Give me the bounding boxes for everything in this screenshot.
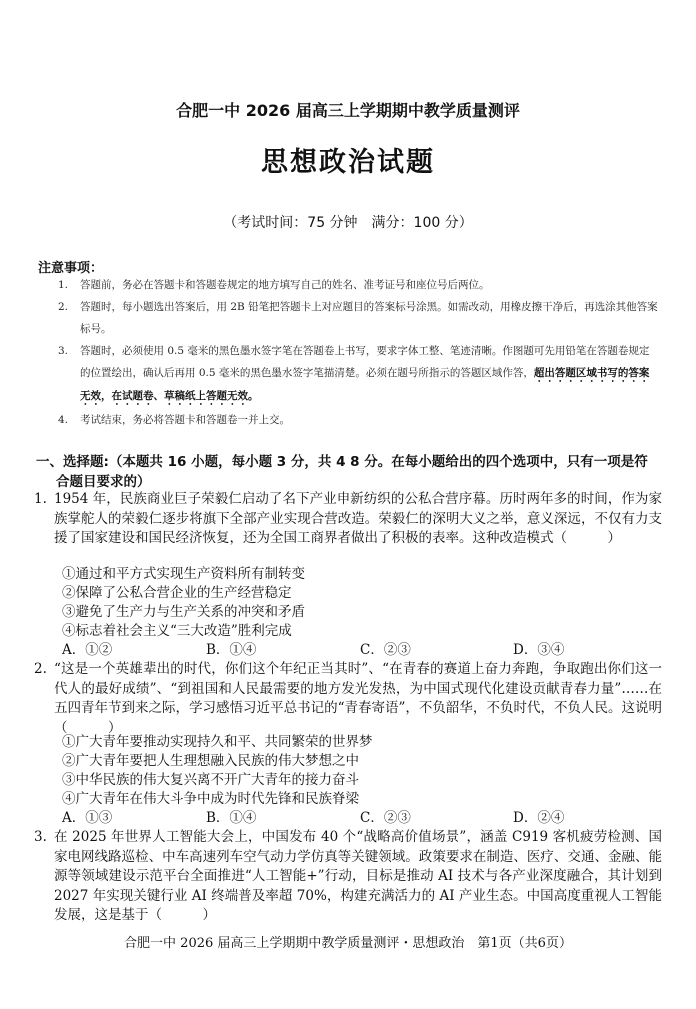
statement-item: ①通过和平方式实现生产资料所有制转变 xyxy=(62,566,305,582)
notice-item xyxy=(58,274,658,296)
statement-item: ④广大青年在伟大斗争中成为时代先锋和民族脊梁 xyxy=(62,791,359,807)
notice-item xyxy=(58,340,658,408)
question-stem: 1954 年，民族商业巨子荣毅仁启动了名下产业申新纺织的公私合营序幕。历时两年多的时间，作为家族掌舵人的荣毅仁逐步将旗下全部产业实现合营改造。荣毅仁的深明大义之举，意义深远，不仅有力支援了国家建设和国民经济恢复，还为全国工商界者做出了积极的表率。这种改造模式（ ） xyxy=(54,491,662,546)
answer-option-a[interactable]: A．①② xyxy=(62,642,113,658)
answer-option-b[interactable]: B．①④ xyxy=(206,642,257,658)
notice-item-text: 答题时，必须使用 0.5 毫米的黑色墨水签字笔在答题卷上书写，要求字体工整、笔迹清晰。作图题可先用铅笔在答题卷规定的位置绘出，确认后再用 0.5 毫米的黑色墨水签字笔描清楚。必须在题号所指示的答题区域作答， xyxy=(80,345,650,379)
question-number: 1. xyxy=(34,491,47,507)
statement-item: ③中华民族的伟大复兴离不开广大青年的接力奋斗 xyxy=(62,772,359,788)
notice-item-text: 答题前，务必在答题卡和答题卷规定的地方填写自己的姓名、准考证号和座位号后两位。 xyxy=(80,279,490,291)
statement-item: ②广大青年要把人生理想融入民族的伟大梦想之中 xyxy=(62,753,359,769)
notice-item-number: 2. xyxy=(58,301,69,313)
notice-item xyxy=(58,296,658,340)
section-title-continued: 合题目要求的） xyxy=(56,474,151,490)
statement-item: ④标志着社会主义“三大改造”胜利完成 xyxy=(62,623,292,639)
notice-item-number: 4. xyxy=(58,414,69,426)
notice-item xyxy=(58,409,658,431)
notice-item-text: 考试结束，务必将答题卡和答题卷一并上交。 xyxy=(80,414,290,426)
statement-item: ①广大青年要推动实现持久和平、共同繁荣的世界梦 xyxy=(62,734,373,750)
answer-option-d[interactable]: D．②④ xyxy=(513,810,565,826)
notice-item-text: 答题时，每小题选出答案后，用 2B 铅笔把答题卡上对应题目的答案标号涂黑。如需改动，用橡皮擦干净后，再选涂其他答案标号。 xyxy=(80,301,658,335)
question-3 xyxy=(34,828,662,926)
answer-option-c[interactable]: C．②③ xyxy=(360,810,411,826)
answer-option-a[interactable]: A．①③ xyxy=(62,810,113,826)
page-footer: 合肥一中 2026 届高三上学期期中教学质量测评・思想政治 第1页（共6页） xyxy=(124,936,572,951)
question-stem: “这是一个英雄辈出的时代，你们这个年纪正当其时”、“在青春的赛道上奋力奔跑，争取跑出你们这一代人的最好成绩”、“到祖国和人民最需要的地方发光发热，为中国式现代化建设贡献青春力量”……在五四青年节到来之际，学习感悟习近平总书记的“青春寄语”，不负韶华，不负时代，不负人民。这说明（ ） xyxy=(54,661,662,736)
notice-item-number: 3. xyxy=(58,345,69,357)
question-2 xyxy=(34,660,662,738)
school-title: 合肥一中 2026 届高三上学期期中教学质量测评 xyxy=(176,101,520,120)
answer-option-c[interactable]: C．②③ xyxy=(360,642,411,658)
answer-option-b[interactable]: B．①④ xyxy=(206,810,257,826)
emphasized-warning: 超出答题区域书写的答案无效，在试题卷、草稿纸上答题无效。 xyxy=(80,367,650,402)
notice-item-body xyxy=(80,340,658,408)
question-number: 3. xyxy=(34,829,47,845)
question-1 xyxy=(34,490,662,549)
section-title: 一、选择题:（本题共 16 小题，每小题 3 分，共 4 8 分。在每小题给出的四个选项中，只有一项是符 xyxy=(36,454,648,470)
section-heading xyxy=(36,452,660,492)
exam-info: （考试时间：75 分钟 满分：100 分） xyxy=(223,215,473,231)
question-number: 2. xyxy=(34,661,47,677)
statement-item: ③避免了生产力与生产关系的冲突和矛盾 xyxy=(62,604,305,620)
statement-item: ②保障了公私合营企业的生产经营稳定 xyxy=(62,585,292,601)
notice-item-number: 1. xyxy=(58,279,69,291)
answer-option-d[interactable]: D．③④ xyxy=(513,642,565,658)
question-stem: 在 2025 年世界人工智能大会上，中国发布 40 个“战略高价值场景”，涵盖 C919 客机疲劳检测、国家电网线路巡检、中车高速列车空气动力学仿真等关键领域。政策要求在制造、医疗、交通、金融、能源等领域建设示范平台全面推进“人工智能+”行动，目标是推动 AI 技术与各产业深度融合，其计划到 2027 年实现关键行业 AI 终端普及率超 70%，构建充满活力的 AI 产业生态。中国高度重视人工智能发展，这是基于（ ） xyxy=(54,829,662,923)
notice-title: 注意事项： xyxy=(38,261,104,276)
subject-title: 思想政治试题 xyxy=(261,147,435,178)
